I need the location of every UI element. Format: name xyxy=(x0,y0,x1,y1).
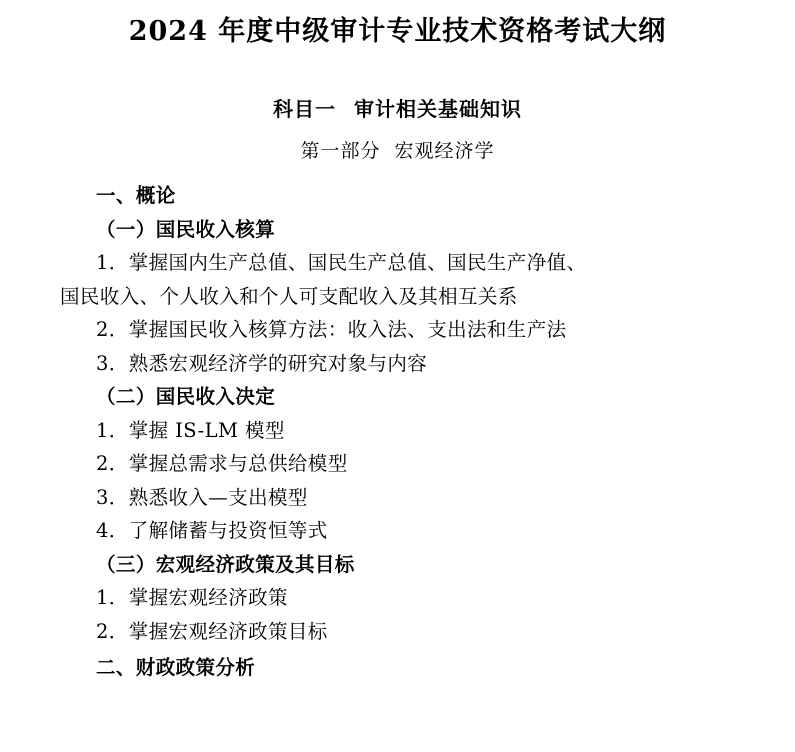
outline-item: 1．掌握国内生产总值、国民生产总值、国民生产净值、 xyxy=(96,251,587,275)
part-label: 第一部分 xyxy=(300,140,381,163)
outline-item: 国民收入、个人收入和个人可支配收入及其相互关系 xyxy=(60,284,518,308)
subject-label: 科目一 xyxy=(273,97,336,122)
outline-item: 3．熟悉宏观经济学的研究对象与内容 xyxy=(96,351,428,375)
outline-chapter: 一、概论 xyxy=(96,184,176,208)
outline-item: 3．熟悉收入—支出模型 xyxy=(96,485,308,509)
outline-item: 1．掌握宏观经济政策 xyxy=(96,586,288,610)
outline-section: （二）国民收入决定 xyxy=(96,385,276,409)
outline-item: 2．掌握国民收入核算方法：收入法、支出法和生产法 xyxy=(96,318,567,342)
outline-item: 4．了解储蓄与投资恒等式 xyxy=(96,519,328,543)
subject-name: 审计相关基础知识 xyxy=(354,97,522,122)
part-name: 宏观经济学 xyxy=(394,140,495,163)
subject-heading xyxy=(60,93,735,122)
outline-body xyxy=(60,179,735,684)
outline-section: （一）国民收入核算 xyxy=(96,217,276,241)
outline-section: （三）宏观经济政策及其目标 xyxy=(96,552,355,576)
outline-item: 2．掌握总需求与总供给模型 xyxy=(96,452,348,476)
outline-chapter: 二、财政政策分析 xyxy=(96,655,256,679)
page-title: 2024 年度中级审计专业技术资格考试大纲 xyxy=(128,16,667,47)
part-heading xyxy=(60,136,735,163)
outline-item: 2．掌握宏观经济政策目标 xyxy=(96,620,328,643)
outline-item: 1．掌握 IS-LM 模型 xyxy=(96,418,285,442)
